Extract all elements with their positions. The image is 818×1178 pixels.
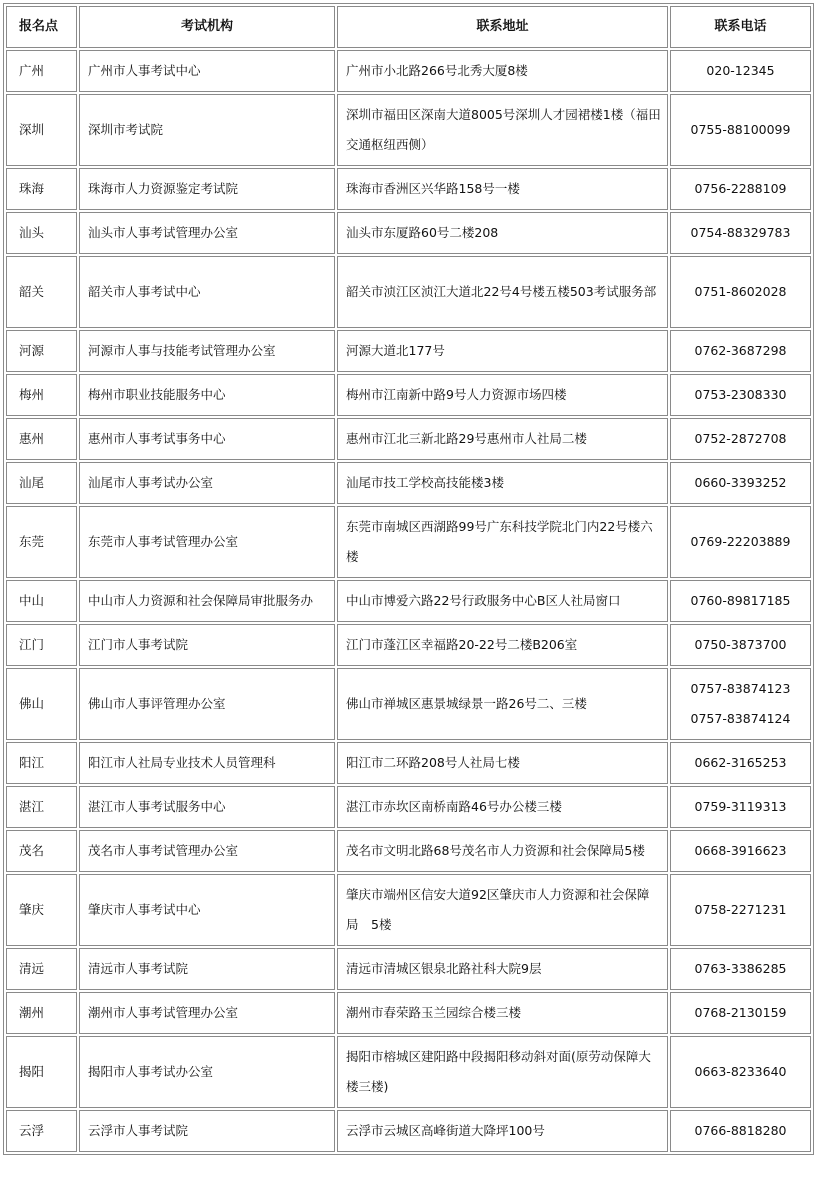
org-cell: 汕头市人事考试管理办公室 xyxy=(79,212,335,254)
address-cell: 汕头市东厦路60号二楼208 xyxy=(337,212,668,254)
site-cell: 潮州 xyxy=(6,992,77,1034)
table-row xyxy=(6,742,811,784)
org-cell: 清远市人事考试院 xyxy=(79,948,335,990)
phone-cell xyxy=(670,668,811,740)
table-row xyxy=(6,668,811,740)
site-cell: 东莞 xyxy=(6,506,77,578)
table-row xyxy=(6,418,811,460)
table-row xyxy=(6,1036,811,1108)
site-cell: 汕尾 xyxy=(6,462,77,504)
phone-number: 0662-3165253 xyxy=(694,755,787,770)
phone-cell xyxy=(670,50,811,92)
phone-cell xyxy=(670,948,811,990)
org-cell: 云浮市人事考试院 xyxy=(79,1110,335,1152)
site-cell: 佛山 xyxy=(6,668,77,740)
table-row xyxy=(6,168,811,210)
phone-number: 0757-83874123 xyxy=(690,681,791,696)
address-cell: 韶关市浈江区浈江大道北22号4号楼五楼503考试服务部 xyxy=(337,256,668,328)
address-cell: 云浮市云城区高峰街道大降坪100号 xyxy=(337,1110,668,1152)
phone-number: 0759-3119313 xyxy=(694,799,787,814)
phone-number: 0660-3393252 xyxy=(694,475,787,490)
site-cell: 茂名 xyxy=(6,830,77,872)
phone-cell xyxy=(670,742,811,784)
table-row xyxy=(6,374,811,416)
org-cell: 江门市人事考试院 xyxy=(79,624,335,666)
site-cell: 肇庆 xyxy=(6,874,77,946)
phone-cell xyxy=(670,374,811,416)
phone-cell xyxy=(670,168,811,210)
address-cell: 深圳市福田区深南大道8005号深圳人才园裙楼1楼（福田交通枢纽西侧） xyxy=(337,94,668,166)
site-cell: 梅州 xyxy=(6,374,77,416)
address-cell: 湛江市赤坎区南桥南路46号办公楼三楼 xyxy=(337,786,668,828)
header-site: 报名点 xyxy=(6,6,77,48)
phone-cell xyxy=(670,580,811,622)
table-row xyxy=(6,786,811,828)
address-cell: 阳江市二环路208号人社局七楼 xyxy=(337,742,668,784)
phone-cell xyxy=(670,624,811,666)
table-row xyxy=(6,94,811,166)
address-cell: 江门市蓬江区幸福路20-22号二楼B206室 xyxy=(337,624,668,666)
address-cell: 河源大道北177号 xyxy=(337,330,668,372)
address-cell: 中山市博爱六路22号行政服务中心B区人社局窗口 xyxy=(337,580,668,622)
phone-cell xyxy=(670,1036,811,1108)
phone-cell xyxy=(670,462,811,504)
site-cell: 广州 xyxy=(6,50,77,92)
site-cell: 韶关 xyxy=(6,256,77,328)
phone-number: 0750-3873700 xyxy=(694,637,787,652)
address-cell: 珠海市香洲区兴华路158号一楼 xyxy=(337,168,668,210)
org-cell: 肇庆市人事考试中心 xyxy=(79,874,335,946)
site-cell: 珠海 xyxy=(6,168,77,210)
table-row xyxy=(6,580,811,622)
address-cell: 汕尾市技工学校高技能楼3楼 xyxy=(337,462,668,504)
address-cell: 清远市清城区银泉北路社科大院9层 xyxy=(337,948,668,990)
table-row xyxy=(6,830,811,872)
phone-number: 0768-2130159 xyxy=(694,1005,787,1020)
phone-number: 020-12345 xyxy=(706,63,775,78)
table-row xyxy=(6,212,811,254)
phone-number: 0751-8602028 xyxy=(694,284,787,299)
phone-cell xyxy=(670,830,811,872)
org-cell: 潮州市人事考试管理办公室 xyxy=(79,992,335,1034)
site-cell: 阳江 xyxy=(6,742,77,784)
site-cell: 清远 xyxy=(6,948,77,990)
org-cell: 阳江市人社局专业技术人员管理科 xyxy=(79,742,335,784)
table-row xyxy=(6,874,811,946)
org-cell: 揭阳市人事考试办公室 xyxy=(79,1036,335,1108)
phone-number: 0755-88100099 xyxy=(690,122,791,137)
site-cell: 云浮 xyxy=(6,1110,77,1152)
phone-number: 0757-83874124 xyxy=(690,711,791,726)
org-cell: 湛江市人事考试服务中心 xyxy=(79,786,335,828)
phone-number: 0766-8818280 xyxy=(694,1123,787,1138)
phone-number: 0769-22203889 xyxy=(690,534,791,549)
phone-cell xyxy=(670,506,811,578)
phone-number: 0754-88329783 xyxy=(690,225,791,240)
phone-cell xyxy=(670,1110,811,1152)
phone-cell xyxy=(670,330,811,372)
address-cell: 梅州市江南新中路9号人力资源市场四楼 xyxy=(337,374,668,416)
site-cell: 江门 xyxy=(6,624,77,666)
phone-cell xyxy=(670,256,811,328)
table-row xyxy=(6,330,811,372)
phone-cell xyxy=(670,418,811,460)
site-cell: 深圳 xyxy=(6,94,77,166)
phone-number: 0756-2288109 xyxy=(694,181,787,196)
header-address: 联系地址 xyxy=(337,6,668,48)
phone-number: 0762-3687298 xyxy=(694,343,787,358)
org-cell: 广州市人事考试中心 xyxy=(79,50,335,92)
phone-cell xyxy=(670,786,811,828)
org-cell: 茂名市人事考试管理办公室 xyxy=(79,830,335,872)
phone-number: 0752-2872708 xyxy=(694,431,787,446)
phone-number: 0758-2271231 xyxy=(694,902,787,917)
phone-number: 0760-89817185 xyxy=(690,593,791,608)
table-row xyxy=(6,256,811,328)
org-cell: 珠海市人力资源鉴定考试院 xyxy=(79,168,335,210)
address-cell: 佛山市禅城区惠景城绿景一路26号二、三楼 xyxy=(337,668,668,740)
phone-cell xyxy=(670,94,811,166)
org-cell: 东莞市人事考试管理办公室 xyxy=(79,506,335,578)
site-cell: 揭阳 xyxy=(6,1036,77,1108)
phone-cell xyxy=(670,874,811,946)
table-row xyxy=(6,462,811,504)
address-cell: 惠州市江北三新北路29号惠州市人社局二楼 xyxy=(337,418,668,460)
table-row xyxy=(6,1110,811,1152)
phone-cell xyxy=(670,212,811,254)
address-cell: 茂名市文明北路68号茂名市人力资源和社会保障局5楼 xyxy=(337,830,668,872)
header-phone: 联系电话 xyxy=(670,6,811,48)
site-cell: 河源 xyxy=(6,330,77,372)
address-cell: 东莞市南城区西湖路99号广东科技学院北门内22号楼六楼 xyxy=(337,506,668,578)
table-row xyxy=(6,948,811,990)
org-cell: 韶关市人事考试中心 xyxy=(79,256,335,328)
table-row xyxy=(6,506,811,578)
site-cell: 惠州 xyxy=(6,418,77,460)
header-org: 考试机构 xyxy=(79,6,335,48)
address-cell: 揭阳市榕城区建阳路中段揭阳移动斜对面(原劳动保障大楼三楼) xyxy=(337,1036,668,1108)
org-cell: 惠州市人事考试事务中心 xyxy=(79,418,335,460)
phone-number: 0663-8233640 xyxy=(694,1064,787,1079)
org-cell: 汕尾市人事考试办公室 xyxy=(79,462,335,504)
phone-number: 0668-3916623 xyxy=(694,843,787,858)
phone-number: 0763-3386285 xyxy=(694,961,787,976)
site-cell: 中山 xyxy=(6,580,77,622)
org-cell: 梅州市职业技能服务中心 xyxy=(79,374,335,416)
site-cell: 汕头 xyxy=(6,212,77,254)
table-row xyxy=(6,624,811,666)
address-cell: 潮州市春荣路玉兰园综合楼三楼 xyxy=(337,992,668,1034)
org-cell: 中山市人力资源和社会保障局审批服务办 xyxy=(79,580,335,622)
table-row xyxy=(6,50,811,92)
org-cell: 佛山市人事评管理办公室 xyxy=(79,668,335,740)
contact-table xyxy=(3,3,814,1155)
address-cell: 肇庆市端州区信安大道92区肇庆市人力资源和社会保障局 5楼 xyxy=(337,874,668,946)
address-cell: 广州市小北路266号北秀大厦8楼 xyxy=(337,50,668,92)
site-cell: 湛江 xyxy=(6,786,77,828)
header-row xyxy=(6,6,811,48)
org-cell: 深圳市考试院 xyxy=(79,94,335,166)
org-cell: 河源市人事与技能考试管理办公室 xyxy=(79,330,335,372)
table-row xyxy=(6,992,811,1034)
phone-cell xyxy=(670,992,811,1034)
phone-number: 0753-2308330 xyxy=(694,387,787,402)
